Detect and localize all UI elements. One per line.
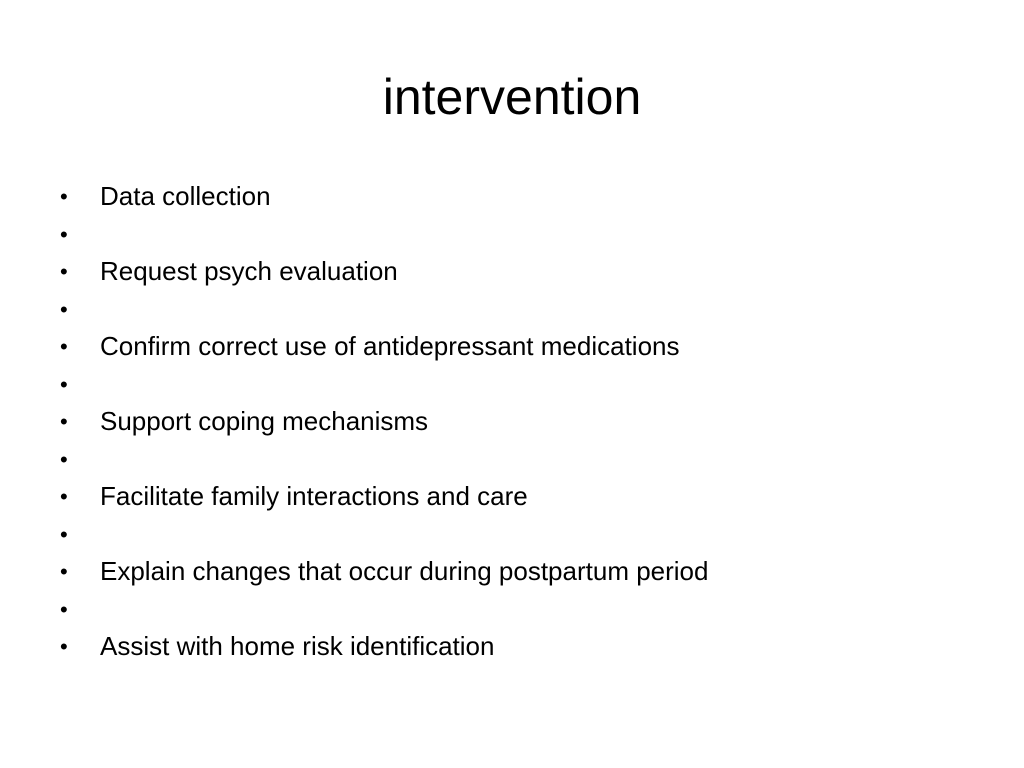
bullet-item [60, 478, 708, 516]
bullet-text: Support coping mechanisms [100, 406, 429, 436]
bullet-item [60, 628, 708, 666]
bullet-dot-icon: • [60, 596, 68, 622]
bullet-dot-icon: • [60, 521, 68, 547]
bullet-item [60, 253, 708, 291]
bullet-item [60, 216, 708, 254]
bullet-item [60, 403, 708, 441]
bullet-text: Assist with home risk identification [100, 631, 495, 661]
bullet-dot-icon: • [60, 484, 68, 509]
bullet-dot-icon: • [60, 409, 68, 434]
bullet-dot-icon: • [60, 634, 68, 659]
bullet-item [60, 516, 708, 554]
bullet-text: Explain changes that occur during postpartum period [100, 556, 709, 586]
bullet-item [60, 366, 708, 404]
bullet-item [60, 291, 708, 329]
bullet-text: Data collection [100, 181, 271, 211]
bullet-dot-icon: • [60, 446, 68, 472]
bullet-dot-icon: • [60, 184, 68, 209]
bullet-dot-icon: • [60, 259, 68, 284]
bullet-dot-icon: • [60, 296, 68, 322]
bullet-item [60, 178, 708, 216]
bullet-list [60, 178, 708, 666]
bullet-dot-icon: • [60, 559, 68, 584]
bullet-dot-icon: • [60, 221, 68, 247]
bullet-text: Confirm correct use of antidepressant medications [100, 331, 680, 361]
bullet-dot-icon: • [60, 334, 68, 359]
bullet-item [60, 553, 708, 591]
bullet-dot-icon: • [60, 371, 68, 397]
bullet-item [60, 441, 708, 479]
slide-title: intervention [382, 69, 642, 125]
bullet-item [60, 591, 708, 629]
bullet-text: Facilitate family interactions and care [100, 481, 528, 511]
bullet-item [60, 328, 708, 366]
bullet-text: Request psych evaluation [100, 256, 398, 286]
